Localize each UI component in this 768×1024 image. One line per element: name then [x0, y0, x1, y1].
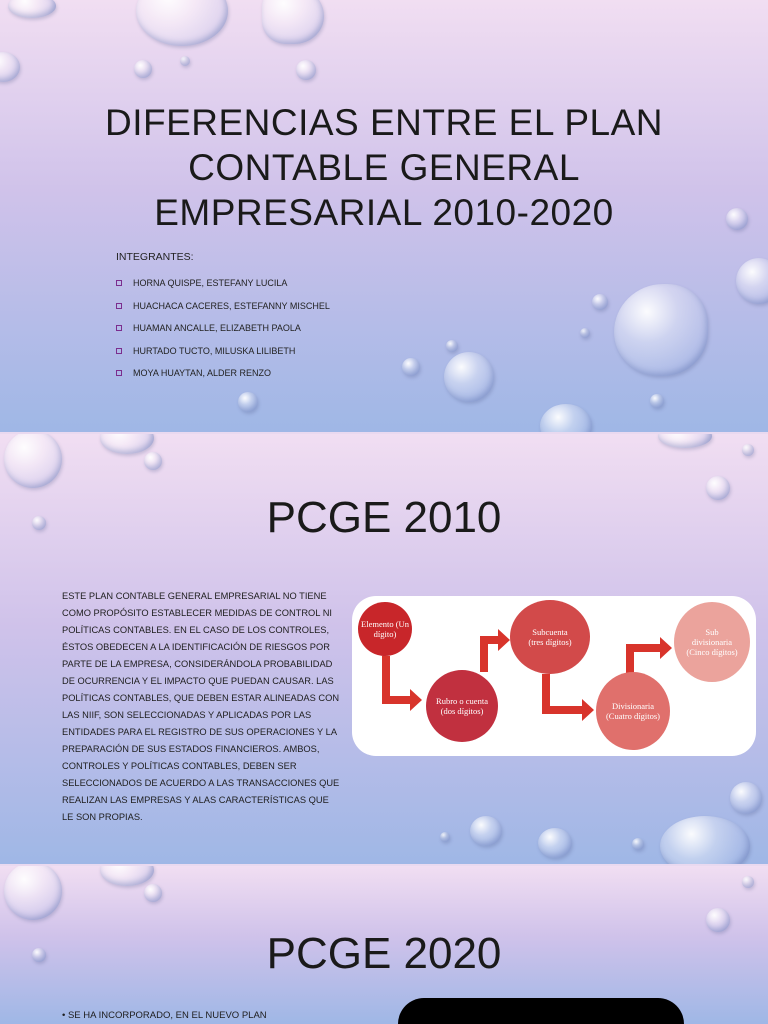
node-label: Rubro o cuenta (dos dígitos)	[436, 696, 488, 716]
list-item	[116, 340, 330, 363]
slide-heading: PCGE 2010	[266, 493, 502, 542]
slide-title	[0, 0, 768, 432]
slide-heading: PCGE 2020	[266, 929, 502, 978]
member-name: MOYA HUAYTAN, ALDER RENZO	[133, 368, 272, 379]
flow-arrow-1	[382, 656, 422, 711]
water-drop	[730, 782, 762, 814]
water-drop	[706, 476, 730, 500]
water-drop	[470, 816, 502, 846]
list-item	[116, 362, 330, 385]
members-label: INTEGRANTES:	[116, 251, 194, 263]
water-drop	[650, 394, 664, 408]
member-name: HUAMAN ANCALLE, ELIZABETH PAOLA	[133, 323, 301, 334]
node-label: Divisionaria (Cuatro dígitos)	[605, 701, 661, 721]
water-drop	[632, 838, 644, 850]
slide-pcge-2020	[0, 866, 768, 1024]
bullet-point: • SE HA INCORPORADO, EN EL NUEVO PLAN	[62, 1010, 267, 1021]
water-drop	[100, 434, 154, 454]
water-drop	[540, 404, 592, 432]
water-drop	[180, 56, 190, 66]
water-drop	[660, 816, 750, 864]
water-drop	[742, 444, 754, 456]
content-box	[398, 998, 684, 1024]
water-drop	[134, 60, 152, 78]
water-drop	[446, 340, 458, 352]
account-structure-diagram	[352, 596, 756, 756]
member-name: HURTADO TUCTO, MILUSKA LILIBETH	[133, 345, 296, 356]
list-item	[116, 272, 330, 295]
water-drop	[8, 0, 56, 18]
water-drop	[580, 328, 590, 338]
water-drop	[144, 452, 162, 470]
water-drop	[32, 516, 46, 530]
node-label: Elemento (Un dígito)	[361, 619, 409, 639]
water-drop	[0, 52, 20, 82]
node-elemento	[358, 602, 412, 656]
node-label: Subcuenta (tres dígitos)	[528, 627, 572, 647]
member-name: HORNA QUISPE, ESTEFANY LUCILA	[133, 278, 288, 289]
water-drop	[614, 284, 708, 376]
list-item	[116, 295, 330, 318]
water-drop	[726, 208, 748, 230]
water-drop	[736, 258, 768, 304]
water-drop	[538, 828, 572, 858]
members-list	[116, 272, 330, 385]
water-drop	[262, 0, 324, 44]
water-drop	[444, 352, 494, 402]
square-bullet-icon	[116, 370, 122, 376]
water-drop	[296, 60, 316, 80]
member-name: HUACHACA CACERES, ESTEFANNY MISCHEL	[133, 300, 330, 311]
square-bullet-icon	[116, 348, 122, 354]
slide-pcge-2010	[0, 434, 768, 864]
water-drop	[100, 866, 154, 886]
presentation-title: DIFERENCIAS ENTRE EL PLAN CONTABLE GENERAL EMPRESARIAL 2010-2020	[104, 102, 664, 233]
flow-arrow-4	[626, 637, 672, 674]
water-drop	[706, 908, 730, 932]
node-subdivisionaria	[674, 602, 750, 682]
description-paragraph: ESTE PLAN CONTABLE GENERAL EMPRESARIAL NO TIENE COMO PROPÓSITO ESTABLECER MEDIDAS DE CONTROL NI POLÍTICAS CONTABLES. EN EL CASO DE LOS CONTROLES, ÉSTOS OBEDECEN A LA IDENTIFICACIÓN DE RIESGOS POR PARTE DE LA EMPRESA, CONSIDERÁNDOLA PROBABILIDAD DE OCURRENCIA Y EL IMPACTO QUE PUEDAN CAUSAR. LAS POLÍTICAS CONTABLES, QUE DEBEN ESTAR ALINEADAS CON LAS NIIF, SON SELECCIONADAS Y APLICADAS POR LAS ENTIDADES PARA EL REGISTRO DE SUS OPERACIONES Y LA PREPARACIÓN DE SUS ESTADOS FINANCIEROS. AMBOS, CONTROLES Y POLÍTICAS CONTABLES, DEBEN SER SELECCIONADOS DE ACUERDO A LAS TRANSACCIONES QUE REALIZAN LAS EMPRESAS Y ALAS CARACTERÍSTICAS QUE LE SON PROPIAS.	[62, 591, 340, 822]
water-drop	[4, 866, 62, 920]
water-drop	[742, 876, 754, 888]
square-bullet-icon	[116, 303, 122, 309]
square-bullet-icon	[116, 280, 122, 286]
water-drop	[144, 884, 162, 902]
node-subcuenta	[510, 600, 590, 674]
water-drop	[136, 0, 228, 46]
node-label: Sub divisionaria (Cinco dígitos)	[686, 627, 738, 657]
flow-arrow-2	[480, 629, 510, 672]
water-drop	[238, 392, 258, 412]
node-divisionaria	[596, 672, 670, 750]
water-drop	[658, 434, 712, 448]
node-rubro	[426, 670, 498, 742]
list-item	[116, 317, 330, 340]
water-drop	[402, 358, 420, 376]
water-drop	[4, 434, 62, 488]
water-drop	[592, 294, 608, 310]
water-drop	[32, 948, 46, 962]
square-bullet-icon	[116, 325, 122, 331]
flow-arrow-3	[542, 674, 594, 721]
water-drop	[440, 832, 450, 842]
